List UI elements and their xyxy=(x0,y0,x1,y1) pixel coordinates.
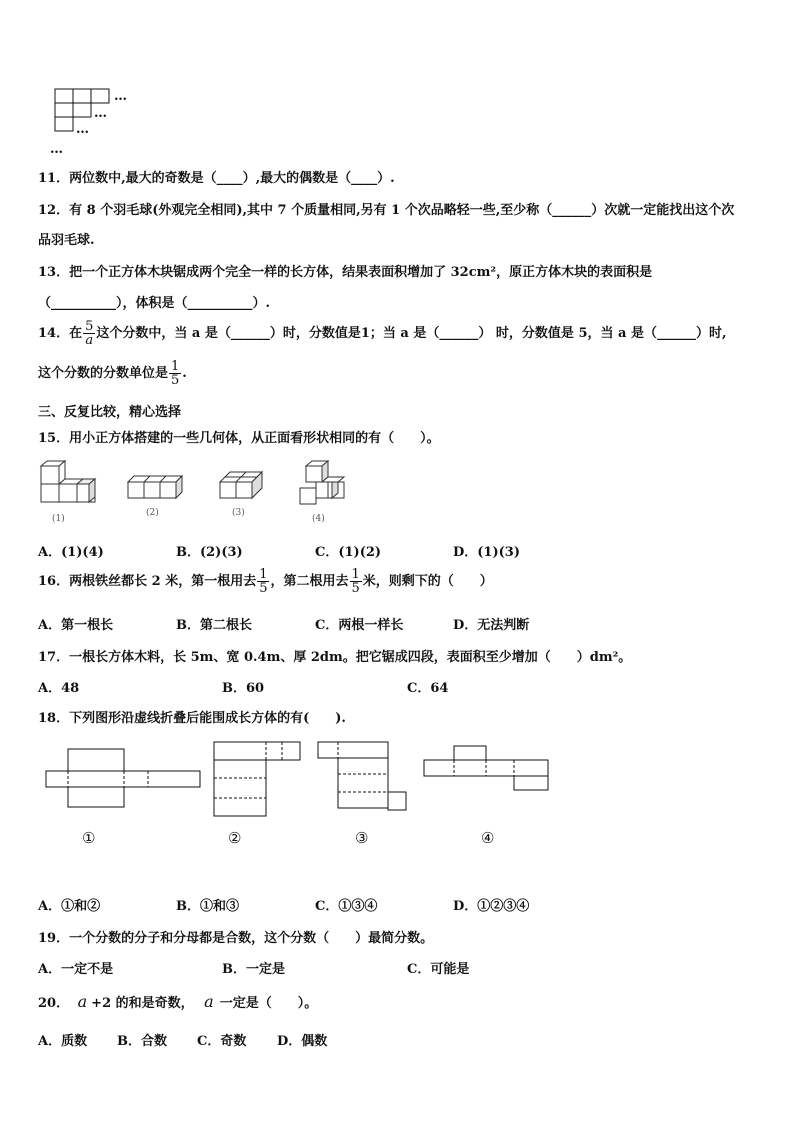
fraction-1-over-5: $\frac{1}{5}$ xyxy=(171,359,180,388)
cube-caption-3: (3) xyxy=(232,508,245,518)
q19-option-b[interactable]: B．一定是 xyxy=(222,962,285,977)
q11-blank-b[interactable]: ____ xyxy=(351,171,378,186)
dots-row3: … xyxy=(76,122,89,137)
question-18: 18．下列图形沿虚线折叠后能围成长方体的有( ). xyxy=(38,711,346,726)
q20-option-d[interactable]: D．偶数 xyxy=(277,1034,328,1049)
q16-option-a[interactable]: A．第一根长 xyxy=(38,618,114,633)
question-12-line2: 品羽毛球. xyxy=(38,233,95,248)
dots-row1: … xyxy=(114,89,127,104)
variable-a-2: a xyxy=(204,992,214,1011)
q19-option-c[interactable]: C．可能是 xyxy=(407,962,470,977)
question-14: 14．在 $\frac{5}{a}$ 这个分数中，当 a 是（______）时，分数值是1；当 a 是（______） 时，分数值是 5，当 a 是（______）时, xyxy=(38,319,727,348)
question-20: 20． a +2 的和是奇数， a 一定是（ ）。 xyxy=(38,992,318,1011)
question-13: 13．把一个正方体木块锯成两个完全一样的长方体，结果表面积增加了 32cm²，原正方体木块的表面积是 xyxy=(38,265,653,280)
q15-option-d[interactable]: D．(1)(3) xyxy=(453,545,520,560)
q16-option-b[interactable]: B．第二根长 xyxy=(176,618,252,633)
q15-option-b[interactable]: B．(2)(3) xyxy=(176,545,243,560)
question-12: 12．有 8 个羽毛球(外观完全相同),其中 7 个质量相同,另有 1 个次品略轻一些,至少称（______）次就一定能找出这个次 xyxy=(38,203,735,218)
net-caption-1: ① xyxy=(82,829,96,847)
dots-row2: … xyxy=(94,106,107,121)
question-14-line2: 这个分数的分数单位是 $\frac{1}{5}$ . xyxy=(38,359,187,388)
q20-option-a[interactable]: A．质数 xyxy=(38,1034,88,1049)
cube-figure-1 xyxy=(38,460,98,510)
q18-option-c[interactable]: C．①③④ xyxy=(315,899,378,914)
q20-option-b[interactable]: B．合数 xyxy=(117,1034,167,1049)
cube-figure-3 xyxy=(218,470,266,502)
question-15: 15．用小正方体搭建的一些几何体，从正面看形状相同的有（ ）。 xyxy=(38,431,440,446)
question-19: 19．一个分数的分子和分母都是合数，这个分数（ ）最简分数。 xyxy=(38,931,434,946)
q18-option-b[interactable]: B．①和③ xyxy=(176,899,239,914)
net-caption-2: ② xyxy=(228,829,242,847)
fraction-one-fifth-a: $\frac{1}{5}$ xyxy=(259,567,268,596)
cube-caption-2: (2) xyxy=(146,508,159,518)
section-3-title: 三、反复比较，精心选择 xyxy=(38,405,182,420)
question-17: 17．一根长方体木料，长 5m、宽 0.4m、厚 2dm。把它锯成四段，表面积至少增加（ ）dm²。 xyxy=(38,650,632,665)
q18-option-a[interactable]: A．①和② xyxy=(38,899,101,914)
cube-figure-4 xyxy=(298,460,350,510)
net-figure-3 xyxy=(316,740,410,814)
question-13-line2: （__________），体积是（__________）. xyxy=(38,296,271,311)
net-figure-4 xyxy=(422,744,552,792)
fraction-one-fifth-b: $\frac{1}{5}$ xyxy=(351,567,360,596)
q17-option-a[interactable]: A．48 xyxy=(38,681,80,696)
fraction-5-over-a: $\frac{5}{a}$ xyxy=(85,319,94,348)
q19-option-a[interactable]: A．一定不是 xyxy=(38,962,114,977)
cube-caption-1: (1) xyxy=(52,514,65,524)
question-11: 11．两位数中,最大的奇数是（____）,最大的偶数是（____）. xyxy=(38,171,395,186)
net-caption-4: ④ xyxy=(481,829,495,847)
q16-option-c[interactable]: C．两根一样长 xyxy=(315,618,404,633)
q17-option-b[interactable]: B．60 xyxy=(222,681,265,696)
question-16: 16．两根铁丝都长 2 米，第一根用去 $\frac{1}{5}$ ，第二根用去 $\frac{1}{5}$ 米，则剩下的（ ） xyxy=(38,567,493,596)
cube-caption-4: (4) xyxy=(312,514,325,524)
variable-a: a xyxy=(77,992,88,1011)
q15-option-c[interactable]: C．(1)(2) xyxy=(315,545,382,560)
net-caption-3: ③ xyxy=(355,829,369,847)
dots-row4: … xyxy=(50,142,63,157)
q11-blank-a[interactable]: ____ xyxy=(216,171,243,186)
q18-option-d[interactable]: D．①②③④ xyxy=(453,899,530,914)
net-figure-1 xyxy=(44,748,202,810)
q16-option-d[interactable]: D．无法判断 xyxy=(453,618,530,633)
q20-option-c[interactable]: C．奇数 xyxy=(197,1034,247,1049)
q15-option-a[interactable]: A．(1)(4) xyxy=(38,545,104,560)
net-figure-2 xyxy=(212,740,304,820)
q17-option-c[interactable]: C．64 xyxy=(407,681,449,696)
cube-figure-2 xyxy=(126,474,186,502)
